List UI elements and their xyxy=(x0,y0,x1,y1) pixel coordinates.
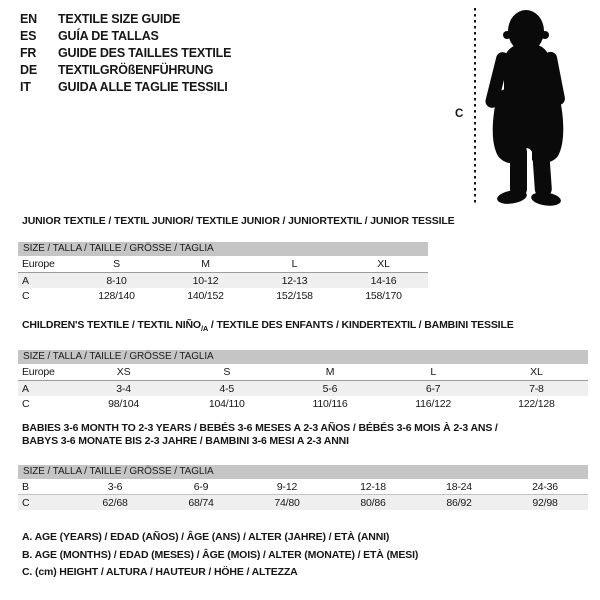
baby-left-leg xyxy=(510,144,527,197)
size-cell: S xyxy=(72,256,161,273)
size-cell: XL xyxy=(339,256,428,273)
baby-right-foot xyxy=(530,190,562,207)
language-code: IT xyxy=(20,80,31,94)
size-cell: 80/86 xyxy=(330,495,416,511)
table-row xyxy=(18,479,588,495)
size-header-bar: SIZE / TALLA / TAILLE / GRÖSSE / TAGLIA xyxy=(18,465,588,479)
size-cell: 128/140 xyxy=(98,289,135,302)
language-code: FR xyxy=(20,46,37,60)
table-row xyxy=(18,364,588,381)
size-cell: M xyxy=(161,256,250,273)
size-cell: XS xyxy=(72,364,175,381)
table-row xyxy=(18,256,428,273)
size-header-bar: SIZE / TALLA / TAILLE / GRÖSSE / TAGLIA xyxy=(18,242,428,256)
size-cell: S xyxy=(175,364,278,381)
size-cell: 116/122 xyxy=(415,397,452,410)
row-label: C xyxy=(22,289,30,302)
row-label: A xyxy=(18,273,72,289)
size-cell: 98/104 xyxy=(108,397,140,410)
language-title: GUÍA DE TALLAS xyxy=(58,29,159,43)
size-cell: 68/74 xyxy=(158,495,244,511)
section-title-subscript: /A xyxy=(200,324,209,334)
table-row xyxy=(18,396,588,411)
language-list xyxy=(20,11,231,96)
size-cell: 14-16 xyxy=(339,273,428,289)
table-row xyxy=(18,273,428,289)
language-title: TEXTILE SIZE GUIDE xyxy=(58,12,181,26)
size-header-bar: SIZE / TALLA / TAILLE / GRÖSSE / TAGLIA xyxy=(18,350,588,364)
footnote-a: A. AGE (YEARS) / EDAD (AÑOS) / ÂGE (ANS) / ALTER (JAHRE) / ETÀ (ANNI) xyxy=(22,531,390,543)
section-title-text: CHILDREN'S TEXTILE / TEXTIL NIÑO xyxy=(22,319,201,331)
section-junior-textile xyxy=(18,215,455,303)
size-cell: XL xyxy=(485,364,588,381)
size-cell: 6-9 xyxy=(158,479,244,495)
size-cell: 8-10 xyxy=(72,273,161,289)
row-label: Europe xyxy=(18,256,72,273)
size-cell: 4-5 xyxy=(175,381,278,397)
junior-size-table xyxy=(18,256,428,303)
size-cell: 3-4 xyxy=(72,381,175,397)
size-cell: L xyxy=(250,256,339,273)
size-cell: 86/92 xyxy=(416,495,502,511)
baby-shorts xyxy=(493,86,564,163)
size-cell: 6-7 xyxy=(382,381,485,397)
size-cell: 12-18 xyxy=(330,479,416,495)
row-label: B xyxy=(18,479,72,495)
table-row xyxy=(18,288,428,303)
size-cell: L xyxy=(382,364,485,381)
size-cell: 152/158 xyxy=(276,289,313,302)
language-row xyxy=(20,28,231,45)
language-row xyxy=(20,11,231,28)
size-cell: 7-8 xyxy=(485,381,588,397)
size-cell: 104/110 xyxy=(208,397,245,410)
baby-silhouette xyxy=(482,4,592,210)
language-title: TEXTILGRÖßENFÜHRUNG xyxy=(58,63,214,77)
language-code: DE xyxy=(20,63,37,77)
footnotes xyxy=(22,529,418,582)
section-babies-textile xyxy=(18,422,588,510)
table-row xyxy=(18,381,588,397)
height-measure-dotted-line xyxy=(474,8,476,206)
language-row xyxy=(20,79,231,96)
babies-size-table xyxy=(18,479,588,510)
language-title: GUIDA ALLE TAGLIE TESSILI xyxy=(58,80,228,94)
section-title xyxy=(22,319,588,335)
size-cell: 74/80 xyxy=(244,495,330,511)
size-cell: 5-6 xyxy=(278,381,381,397)
language-code: ES xyxy=(20,29,37,43)
section-title: BABIES 3-6 MONTH TO 2-3 YEARS / BEBÉS 3-6 MESES A 2-3 AÑOS / BÉBÉS 3-6 MOIS À 2-3 ANS / xyxy=(22,422,498,434)
language-row xyxy=(20,45,231,62)
row-label: Europe xyxy=(18,364,72,381)
size-cell: 140/152 xyxy=(187,289,224,302)
language-row xyxy=(20,62,231,79)
size-cell: 24-36 xyxy=(502,479,588,495)
language-code: EN xyxy=(20,12,37,26)
language-title: GUIDE DES TAILLES TEXTILE xyxy=(58,46,232,60)
footnote-c: C. (cm) HEIGHT / ALTURA / HAUTEUR / HÖHE / ALTEZZA xyxy=(22,566,298,578)
size-cell: 158/170 xyxy=(365,289,402,302)
height-measure-label: C xyxy=(455,108,464,120)
children-size-table xyxy=(18,364,588,411)
size-cell: 12-13 xyxy=(250,273,339,289)
size-cell: 122/128 xyxy=(518,397,555,410)
section-children-textile xyxy=(18,319,588,411)
section-title-text: / TEXTILE DES ENFANTS / KINDERTEXTIL / BAMBINI TESSILE xyxy=(208,319,514,331)
footnote-b: B. AGE (MONTHS) / EDAD (MESES) / ÂGE (MOIS) / ALTER (MONATE) / ETÀ (MESI) xyxy=(22,548,419,561)
section-title: BABYS 3-6 MONATE BIS 2-3 JAHRE / BAMBINI 3-6 MESI A 2-3 ANNI xyxy=(22,435,349,447)
size-cell: 3-6 xyxy=(72,479,158,495)
section-title: JUNIOR TEXTILE / TEXTIL JUNIOR/ TEXTILE JUNIOR / JUNIORTEXTIL / JUNIOR TESSILE xyxy=(22,215,455,227)
size-cell: 110/116 xyxy=(312,397,348,410)
size-cell: 9-12 xyxy=(244,479,330,495)
table-row xyxy=(18,495,588,511)
size-cell: 18-24 xyxy=(416,479,502,495)
row-label: A xyxy=(18,381,72,397)
row-label: C xyxy=(18,495,72,511)
size-cell: 10-12 xyxy=(161,273,250,289)
row-label: C xyxy=(22,397,30,410)
size-cell: 92/98 xyxy=(502,495,588,511)
size-cell: M xyxy=(278,364,381,381)
size-cell: 62/68 xyxy=(72,495,158,511)
